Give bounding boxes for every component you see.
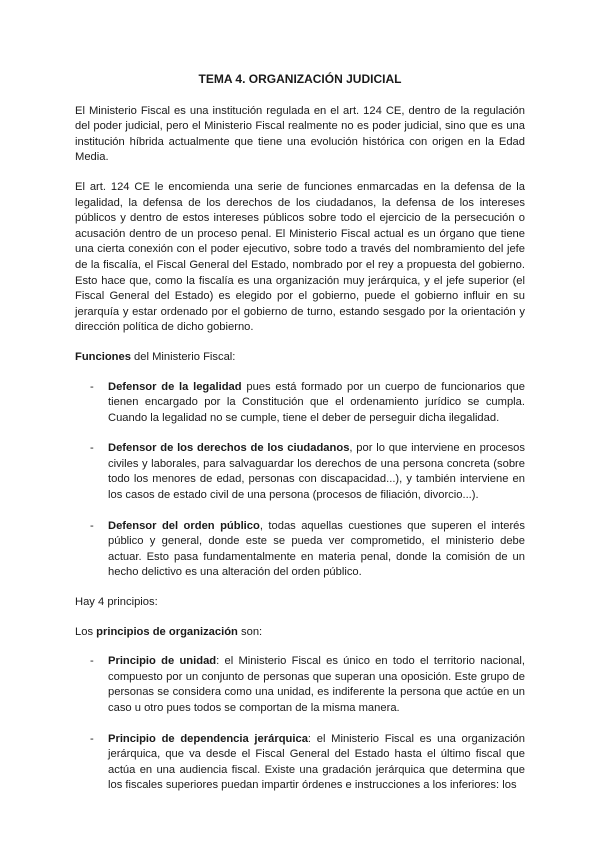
intro-paragraph: El Ministerio Fiscal es una institución regulada en el art. 124 CE, dentro de la regulación del poder judicial, pero el Ministerio Fiscal realmente no es poder judicial, sino que es una institución híbrida actualmente que tiene una evolución histórica con origen en la Edad Media. [75,104,525,164]
list-item-bold: Principio de dependencia jerárquica [108,732,308,745]
functions-paragraph: El art. 124 CE le encomienda una serie de funciones enmarcadas en la defensa de la legalidad, la defensa de los derechos de los ciudadanos, la defensa de los intereses públicos y dentro de estos intereses públicos sobre todo el ejercicio de la persecución o acusación dentro de un proceso penal. El Ministerio Fiscal actual es un órgano que tiene una cierta conexión con el poder ejecutivo, sobre todo a través del nombramiento del jefe de la fiscalía, el Fiscal General del Estado, nombrado por el rey a propuesta del gobierno. Esto hace que, como la fiscalía es una organización muy jerárquica, y el jefe superior (el Fiscal General del Estado) es elegido por el gobierno, puede el gobierno influir en su jerarquía y estar ordenado por el gobierno de turno, estando sesgado por la orientación y dirección política de dicho gobierno. [75,180,525,334]
list-item [75,519,525,581]
dash-marker: - [90,732,94,745]
principles-count: Hay 4 principios: [75,596,158,609]
list-item-text: : el Ministerio Fiscal es único en todo el territorio nacional, compuesto por un conjunto de personas que superan una oposición. Este grupo de personas se considera como una unidad, es indiferente la persona que actúe en un caso u otro pues todos se comportan de la misma manera. [108,655,525,714]
list-item [75,380,525,427]
principles-heading-bold: principios de organización [96,625,238,638]
list-item-bold: Defensor del orden público [108,519,260,532]
list-item-text: : el Ministerio Fiscal es una organización jerárquica, que va desde el Fiscal General del Estado hasta el último fiscal que actúa en una audiencia fiscal. Existe una gradación jerárquica que determina que los fiscales superiores puedan impartir órdenes e instrucciones a los inferiores: los [108,732,525,792]
principles-heading-post: son: [237,625,263,638]
list-item [75,441,525,503]
dash-marker: - [90,442,94,455]
list-item-bold: Defensor de los derechos de los ciudadanos [108,442,350,455]
list-item-text: pues está formado por un cuerpo de funcionarios que tienen encargado por la Constitución que el ordenamiento jurídico se cumpla. Cuando la legalidad no se cumple, tiene el deber de perseguir dicha ilegalidad. [108,380,525,424]
principles-list [75,654,525,794]
dash-marker: - [90,519,94,532]
list-item-text: , por lo que interviene en procesos civiles y laborales, para salvaguardar los derechos de una persona concreta (sobre todo los menores de edad, personas con discapacidad...), y también interviene en los casos de estado civil de una persona (procesos de filiación, divorcio...). [108,442,525,502]
functions-list [75,380,525,582]
dash-marker: - [90,655,94,668]
list-item-bold: Principio de unidad [108,655,217,668]
list-item [75,732,525,794]
list-item-bold: Defensor de la legalidad [108,380,242,393]
list-item [75,654,525,716]
principles-heading [75,625,525,641]
list-item-text: , todas aquellas cuestiones que superen el interés público y general, donde este se pueda ver comprometido, el ministerio debe actuar. Esto pasa fundamentalmente en materia penal, donde la comisión de un hecho delictivo es una alteración del orden público. [108,519,525,579]
functions-heading-rest: del Ministerio Fiscal: [130,350,236,363]
dash-marker: - [90,380,94,393]
document-title: TEMA 4. ORGANIZACIÓN JUDICIAL [198,72,402,86]
principles-heading-pre: Los [75,625,97,638]
functions-heading-bold: Funciones [75,350,131,363]
functions-heading [75,350,525,366]
